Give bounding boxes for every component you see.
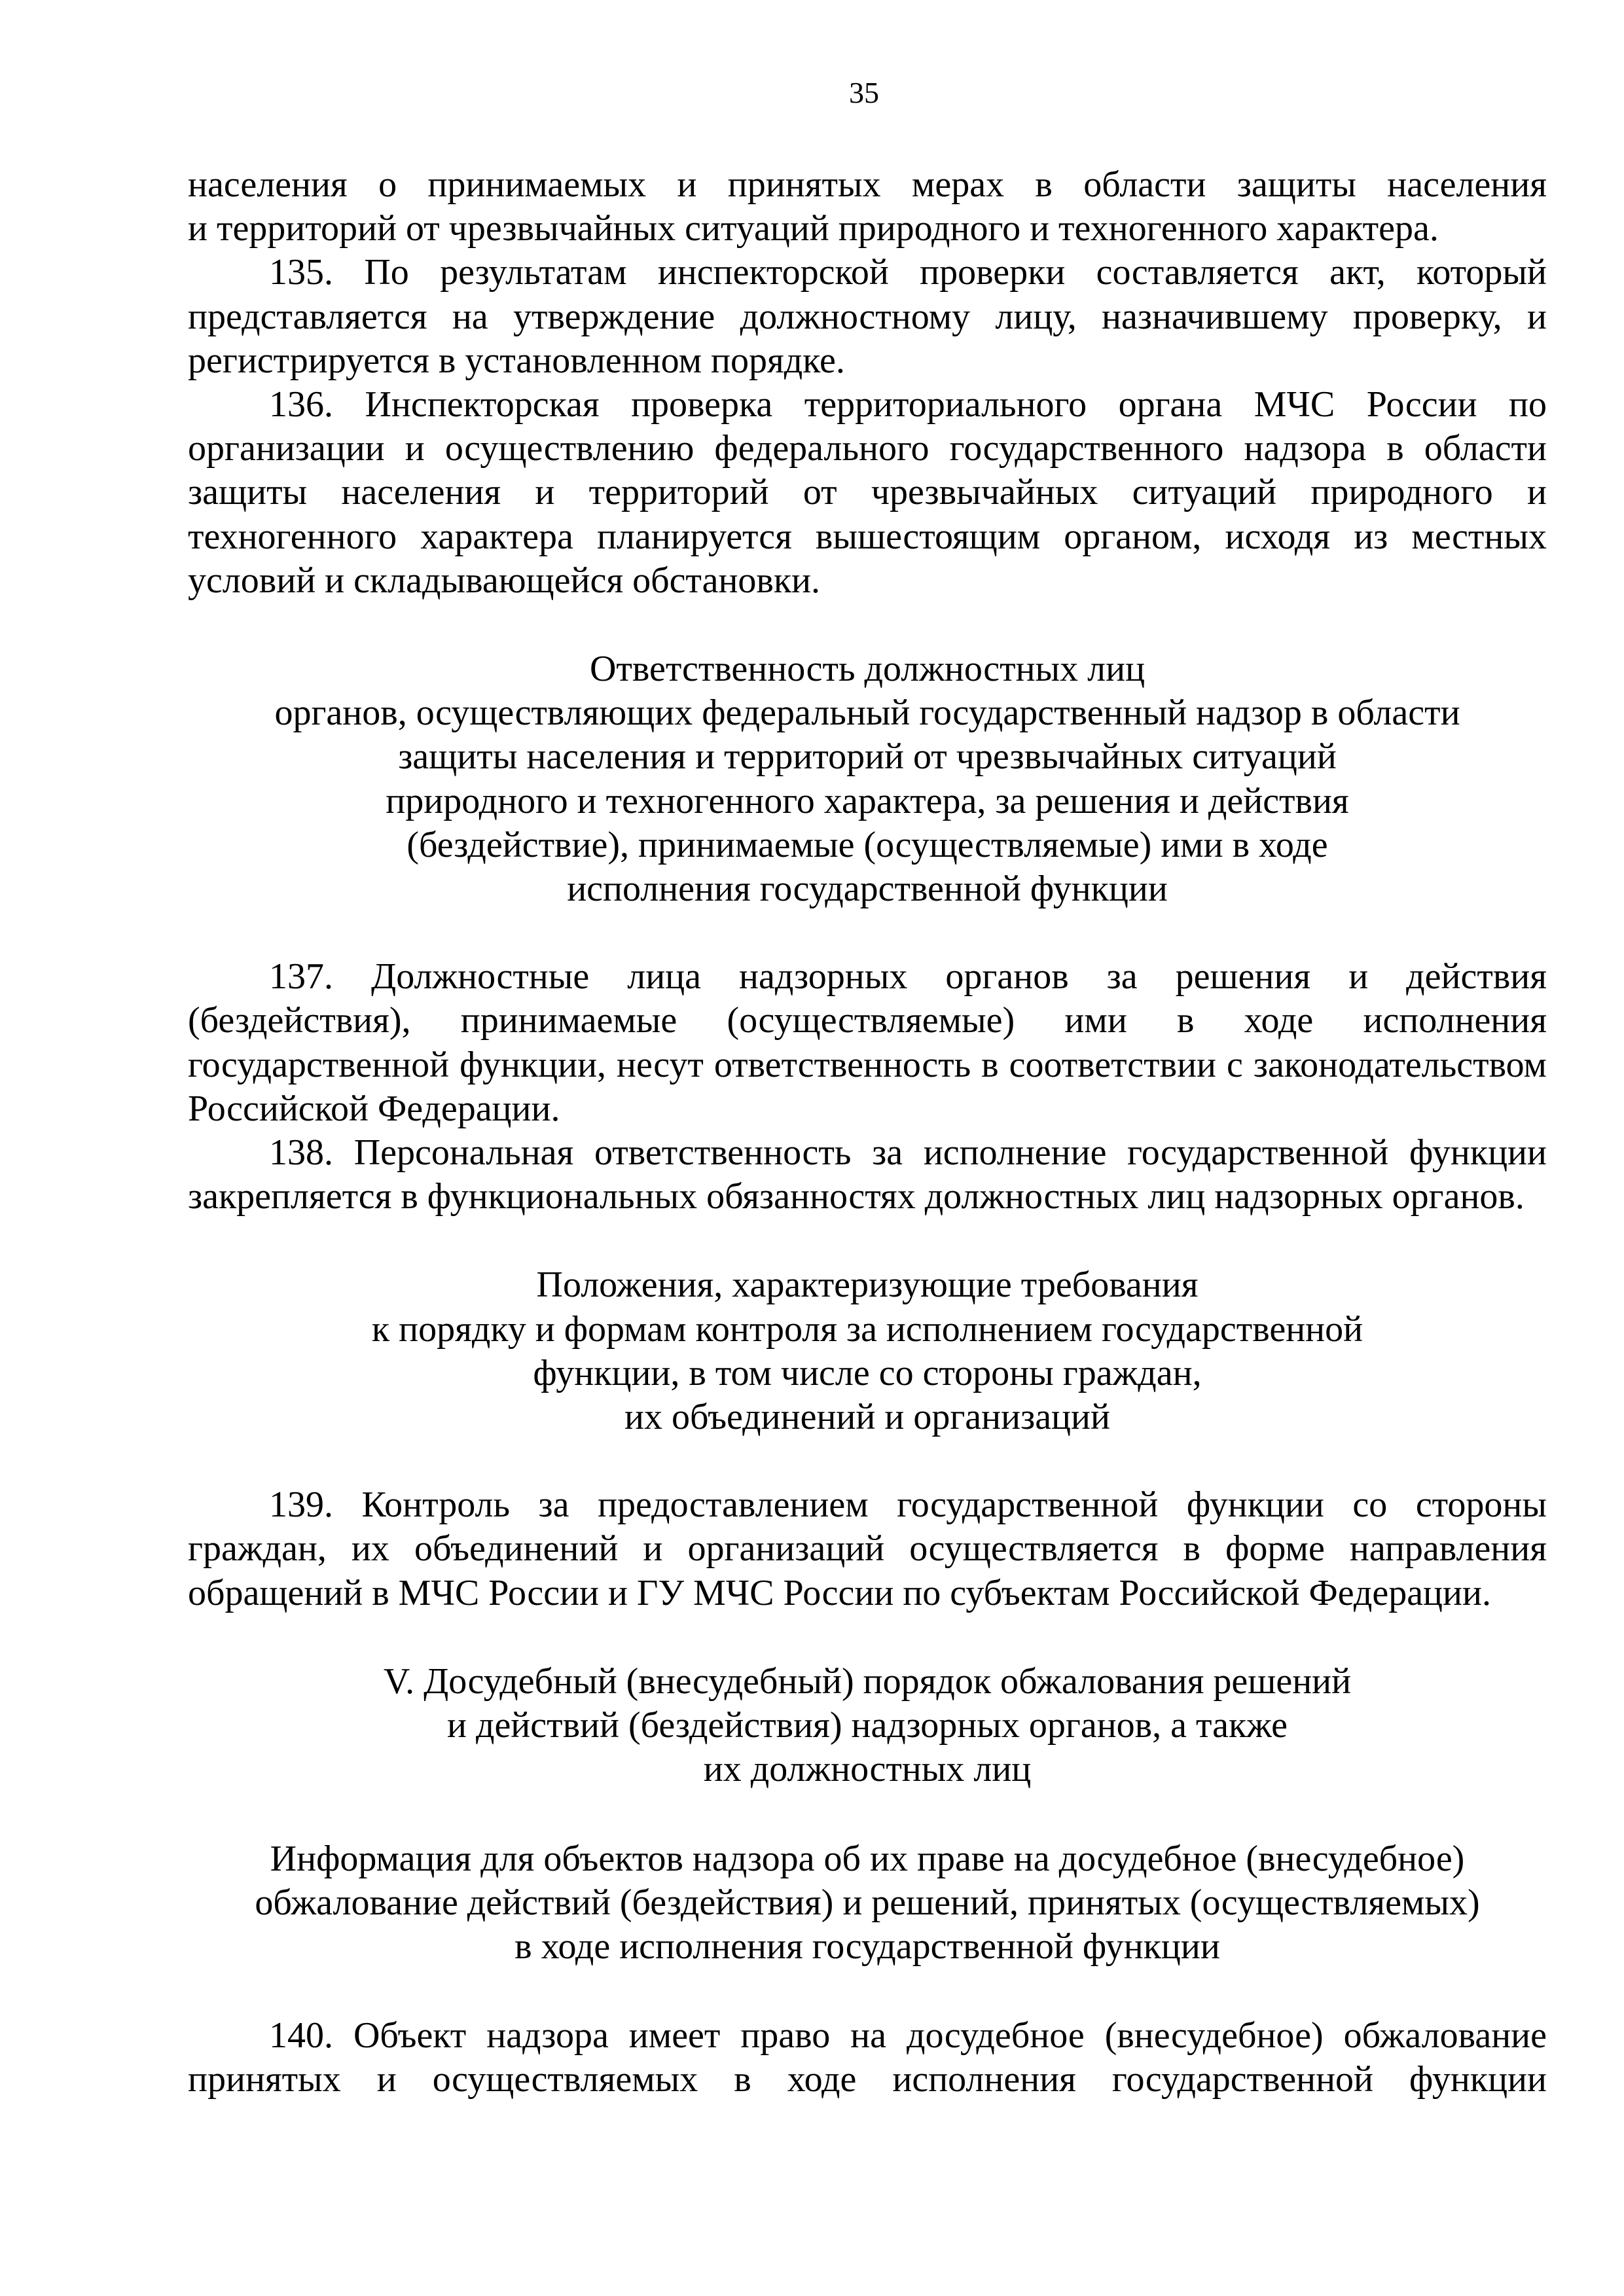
text-line: и техногенного характера планируется вышестоящим органом, исходя из местных bbox=[188, 472, 1547, 557]
text-line: принятых и осуществляемых в ходе исполнения государственной функции bbox=[188, 2059, 1547, 2100]
page-number: 35 bbox=[849, 76, 879, 109]
text-line: представляется на утверждение должностному лицу, назначившему проверку, bbox=[188, 296, 1502, 337]
paragraph-138 bbox=[188, 1131, 1547, 1219]
text-line: обращений в МЧС России и ГУ МЧС России по субъектам Российской bbox=[188, 1572, 1300, 1613]
text-line: Федерации. bbox=[1308, 1572, 1491, 1613]
paragraph-140 bbox=[188, 2014, 1547, 2102]
heading-line: Ответственность должностных лиц bbox=[589, 649, 1146, 690]
text-line: и регистрируется в установленном порядке. bbox=[188, 296, 1547, 381]
heading-line: и действий (бездействия) надзорных органов, а также bbox=[446, 1705, 1288, 1746]
text-line: 137. Должностные лица надзорных органов за решения и действия bbox=[269, 956, 1547, 997]
paragraph-continuation bbox=[188, 163, 1547, 251]
text-line: 135. По результатам инспекторской проверки составляется акт, который bbox=[269, 252, 1547, 293]
text-line: граждан, их объединений и организаций осуществляется в форме направления bbox=[188, 1528, 1547, 1570]
heading-line: их объединений и организаций bbox=[624, 1397, 1110, 1438]
paragraph-135 bbox=[188, 251, 1547, 383]
heading-line: (бездействие), принимаемые (осуществляемые) ими в ходе bbox=[406, 824, 1328, 865]
text-line: по организации и осуществлению федерального государственного надзора bbox=[188, 384, 1547, 469]
heading-line: Информация для объектов надзора об их праве на досудебное (внесудебное) bbox=[270, 1838, 1465, 1879]
heading-control bbox=[188, 1263, 1547, 1439]
heading-responsibility bbox=[188, 647, 1547, 911]
text-line: государственной функции, несут ответственность в соответствии bbox=[188, 1044, 1217, 1085]
paragraph-139 bbox=[188, 1483, 1547, 1615]
paragraph-136 bbox=[188, 383, 1547, 603]
heading-line: защиты населения и территорий от чрезвычайных ситуаций bbox=[398, 736, 1337, 778]
document-body bbox=[188, 163, 1547, 2102]
heading-line: исполнения государственной функции bbox=[567, 869, 1168, 910]
text-line: 140. Объект надзора имеет право на досудебное (внесудебное) обжалование bbox=[269, 2015, 1547, 2056]
heading-line: V. Досудебный (внесудебный) порядок обжалования решений bbox=[383, 1660, 1352, 1702]
heading-line: в ходе исполнения государственной функции bbox=[514, 1926, 1220, 1967]
text-line: закрепляется в функциональных обязанностях должностных лиц надзорных bbox=[188, 1176, 1383, 1217]
heading-line: к порядку и формам контроля за исполнением государственной bbox=[371, 1308, 1363, 1350]
text-line: 139. Контроль за предоставлением государственной функции со стороны bbox=[269, 1484, 1547, 1526]
heading-line: обжалование действий (бездействия) и решений, принятых (осуществляемых) bbox=[255, 1882, 1480, 1923]
heading-appeal-info bbox=[188, 1837, 1547, 1969]
text-line: 136. Инспекторская проверка территориального органа МЧС России bbox=[269, 384, 1477, 425]
heading-section-v bbox=[188, 1660, 1547, 1792]
text-line: условий и складывающейся обстановки. bbox=[188, 560, 821, 601]
text-line: органов. bbox=[1392, 1176, 1525, 1217]
text-line: и территорий от чрезвычайных ситуаций природного и техногенного характера. bbox=[188, 208, 1439, 249]
paragraph-137 bbox=[188, 955, 1547, 1131]
text-line: (бездействия), принимаемые (осуществляемые) ими в ходе исполнения bbox=[188, 1000, 1547, 1041]
text-line: в области защиты населения и территорий от чрезвычайных ситуаций природного bbox=[188, 428, 1547, 513]
text-line: 138. Персональная ответственность за исполнение государственной функции bbox=[269, 1132, 1547, 1174]
heading-line: природного и техногенного характера, за решения и действия bbox=[386, 780, 1349, 821]
text-line: населения о принимаемых и принятых мерах в области защиты населения bbox=[188, 164, 1547, 205]
heading-line: Положения, характеризующие требования bbox=[536, 1265, 1199, 1306]
text-line: с законодательством Российской Федерации. bbox=[188, 1044, 1547, 1129]
heading-line: функции, в том числе со стороны граждан, bbox=[533, 1352, 1202, 1393]
heading-line: их должностных лиц bbox=[703, 1749, 1032, 1790]
heading-line: органов, осуществляющих федеральный государственный надзор в области bbox=[274, 692, 1460, 734]
